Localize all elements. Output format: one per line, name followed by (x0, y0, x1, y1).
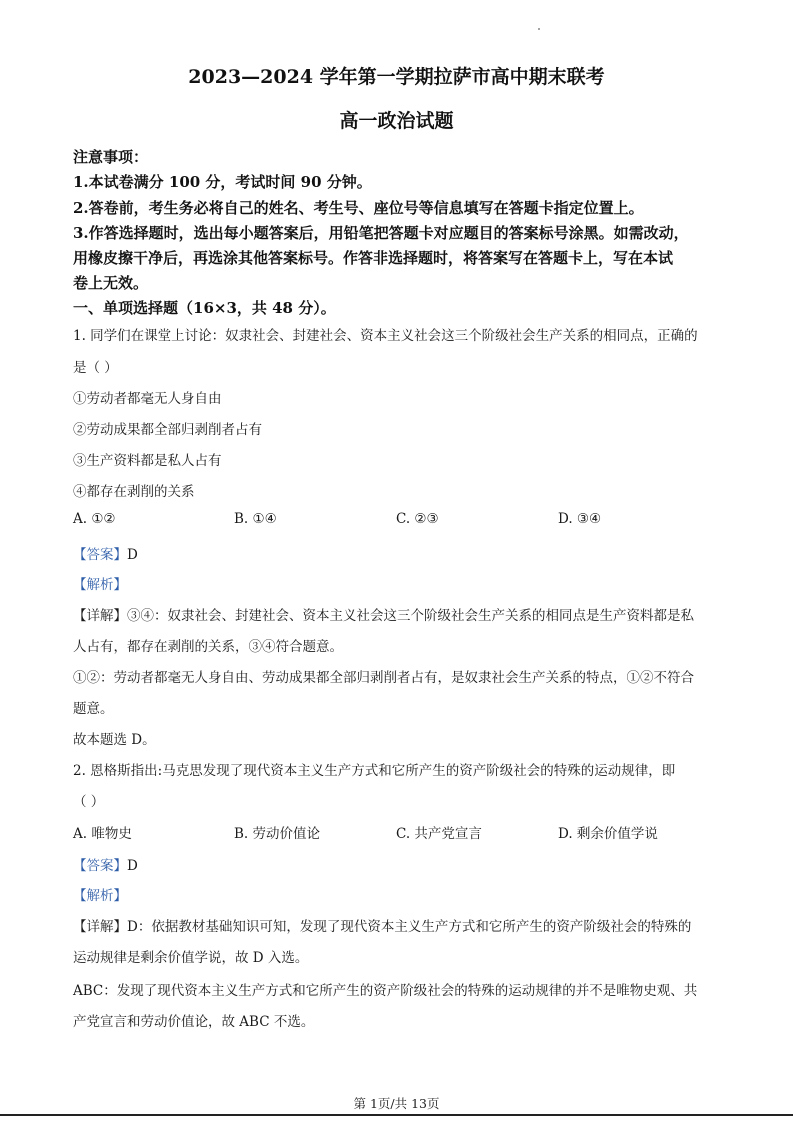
q1-detail-2a: ①②：劳动者都毫无人身自由、劳动成果都全部归剥削者占有，是奴隶社会生产关系的特点，①②不符合 (73, 670, 694, 686)
q1-detail-1b: 人占有，都存在剥削的关系，③④符合题意。 (73, 639, 343, 655)
q2-stem-a: 2. 恩格斯指出:马克思发现了现代资本主义生产方式和它所产生的资产阶级社会的特殊的运动规律，即 (73, 763, 676, 779)
q1-option-d: D. ③④ (558, 511, 602, 527)
q2-option-b: B. 劳动价值论 (234, 826, 321, 842)
notice-heading: 注意事项： (73, 148, 149, 166)
q1-stem-a: 1. 同学们在课堂上讨论：奴隶社会、封建社会、资本主义社会这三个阶级社会生产关系的相同点，正确的 (73, 328, 698, 344)
q1-statement-2: ②劳动成果都全部归剥削者占有 (73, 422, 262, 438)
q1-answer-value: D (127, 547, 138, 563)
q2-analysis-tag: 【解析】 (73, 888, 127, 904)
q2-answer (73, 854, 723, 874)
notice-item-2: 2.答卷前，考生务必将自己的姓名、考生号、座位号等信息填写在答题卡指定位置上。 (73, 199, 644, 217)
q2-answer-tag: 【答案】 (73, 858, 127, 874)
notice-item-3b: 用橡皮擦干净后，再选涂其他答案标号。作答非选择题时，将答案写在答题卡上，写在本试 (73, 249, 674, 267)
q1-statement-4: ④都存在剥削的关系 (73, 484, 195, 500)
q1-option-a: A. ①② (73, 511, 116, 527)
q2-option-a: A. 唯物史 (73, 826, 132, 842)
q1-conclusion: 故本题选 D。 (73, 732, 156, 748)
bottom-rule (0, 1114, 793, 1116)
q1-stem-b: 是（ ） (73, 360, 118, 376)
q2-detail-1a (73, 915, 723, 935)
notice-item-3c: 卷上无效。 (73, 274, 149, 292)
exam-title: 2023—2024 学年第一学期拉萨市高中期末联考 (188, 66, 605, 88)
notice-item-3a: 3.作答选择题时，选出每小题答案后，用铅笔把答题卡对应题目的答案标号涂黑。如需改动， (73, 224, 689, 242)
q1-detail-1a-text: ③④：奴隶社会、封建社会、资本主义社会这三个阶级社会生产关系的相同点是生产资料都是私 (127, 608, 694, 624)
q1-option-c: C. ②③ (396, 511, 439, 527)
exam-subtitle: 高一政治试题 (339, 110, 454, 132)
notice-item-1: 1.本试卷满分 100 分，考试时间 90 分钟。 (73, 173, 372, 191)
q2-detail-1a-text: D：依据教材基础知识可知，发现了现代资本主义生产方式和它所产生的资产阶级社会的特殊的 (127, 919, 692, 935)
q2-detail-tag: 【详解】 (73, 919, 127, 935)
q1-detail-tag: 【详解】 (73, 608, 127, 624)
q1-statement-3: ③生产资料都是私人占有 (73, 453, 222, 469)
section-heading: 一、单项选择题（16×3，共 48 分）。 (73, 299, 336, 317)
q1-answer (73, 543, 723, 563)
page-number: 第 1页/共 13页 (353, 1096, 440, 1111)
q2-detail-2a: ABC：发现了现代资本主义生产方式和它所产生的资产阶级社会的特殊的运动规律的并不是唯物史观、共 (73, 983, 698, 999)
q2-detail-1b: 运动规律是剩余价值学说，故 D 入选。 (73, 950, 309, 966)
q2-option-c: C. 共产党宣言 (396, 826, 482, 842)
q1-analysis-tag: 【解析】 (73, 577, 127, 593)
q1-detail-2b: 题意。 (73, 701, 114, 717)
q1-detail-1a (73, 604, 723, 624)
q2-stem-b: （ ） (73, 794, 105, 810)
q1-statement-1: ①劳动者都毫无人身自由 (73, 391, 222, 407)
q2-detail-2b: 产党宣言和劳动价值论，故 ABC 不选。 (73, 1014, 315, 1030)
q2-answer-value: D (127, 858, 138, 874)
q1-answer-tag: 【答案】 (73, 547, 127, 563)
speck (538, 28, 540, 30)
q1-option-b: B. ①④ (234, 511, 277, 527)
q2-option-d: D. 剩余价值学说 (558, 826, 658, 842)
